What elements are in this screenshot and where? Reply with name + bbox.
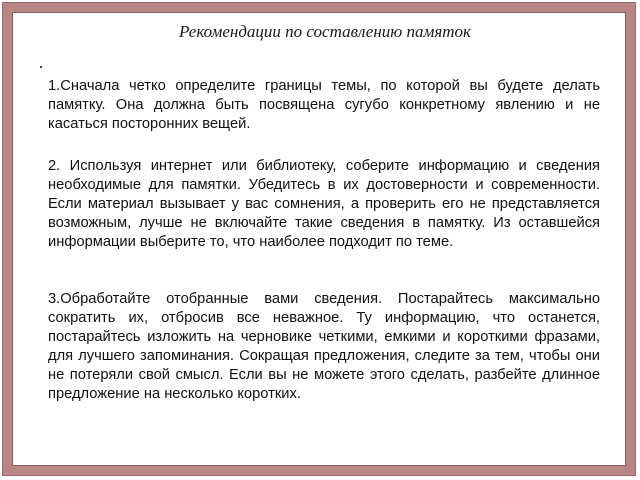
paragraph-step-2: 2. Используя интернет или библиотеку, соберите информацию и сведения необходимые для памятки. Убедитесь в их достоверности и современности. Если материал вызывает у вас сомнения, а проверить его не представляется возможным, лучше не включайте такие сведения в памятку. Из оставшейся информации выберите то, что наиболее подходит по теме.: [48, 158, 600, 250]
paragraph-step-3: 3.Обработайте отобранные вами сведения. Постарайтесь максимально сократить их, отбросив все неважное. Ту информацию, что останется, постарайтесь изложить на черновике четкими, емкими и короткими фразами, для лучшего запоминания. Сокращая предложения, следите за тем, чтобы они не потеряли свой смысл. Если вы не можете этого сделать, разбейте длинное предложение на несколько коротких.: [48, 291, 600, 402]
page-title: Рекомендации по составлению памяток: [179, 22, 471, 41]
bullet-dot: [40, 66, 42, 68]
paragraph-step-1: 1.Сначала четко определите границы темы, по которой вы будете делать памятку. Она должна быть посвящена сугубо конкретному явлению и не касаться посторонних вещей.: [48, 78, 600, 132]
